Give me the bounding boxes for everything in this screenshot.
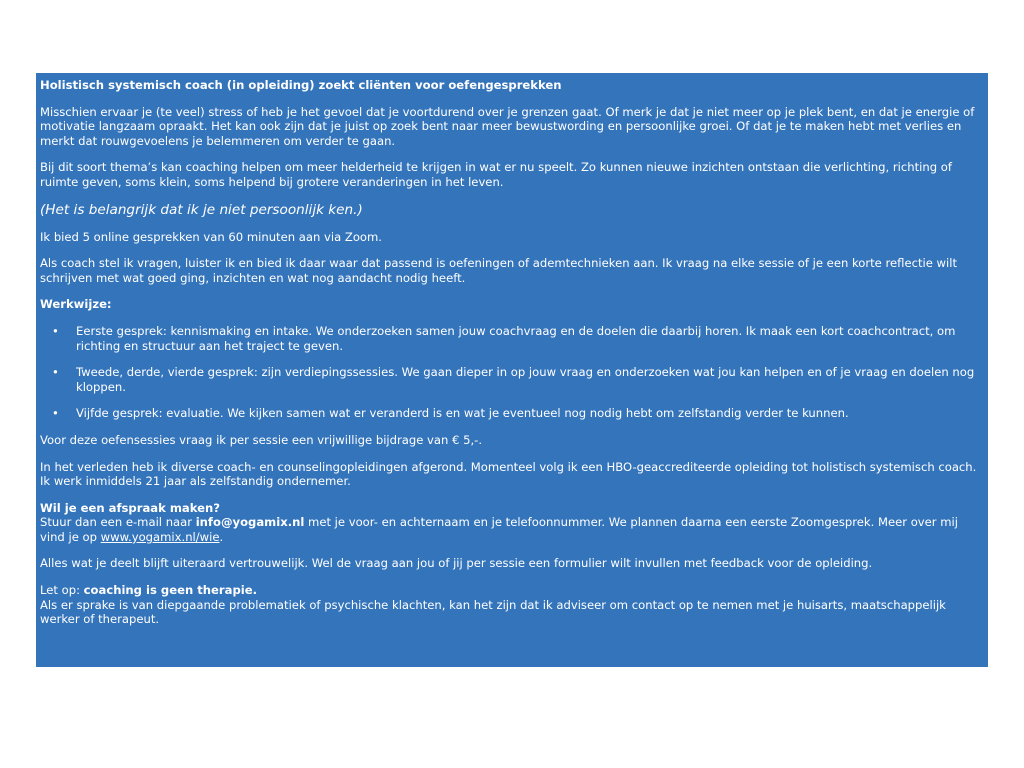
intro-paragraph: Misschien ervaar je (te veel) stress of heb je het gevoel dat je voortdurend over je grenzen gaat. Of merk je dat je niet meer op je plek bent, en dat je energie of motivatie langzaam opraakt. Het kan ook zijn dat je juist op zoek bent naar meer bewustwording en persoonlijke groei. Of dat je te maken hebt met verlies en merkt dat rouwgevoelens je belemmeren om verder te gaan. xyxy=(40,104,975,148)
background-paragraph: In het verleden heb ik diverse coach- en counselingopleidingen afgerond. Momenteel volg ik een HBO-geaccrediteerde opleiding tot holistisch systemisch coach. Ik werk inmiddels 21 jaar als zelfstandig ondernemer. xyxy=(40,459,977,489)
offer-paragraph: Ik bied 5 online gesprekken van 60 minuten aan via Zoom. xyxy=(40,229,382,244)
coaching-paragraph: Bij dit soort thema’s kan coaching helpen om meer helderheid te krijgen in wat er nu speelt. Zo kunnen nieuwe inzichten ontstaan die verlichting, richting of ruimte geven, soms klein, soms helpend bij grotere veranderingen in het leven. xyxy=(40,160,952,189)
appointment-text-end: . xyxy=(219,529,224,544)
step-text: Vijfde gesprek: evaluatie. We kijken samen wat er veranderd is en wat je eventueel nog nodig hebt om zelfstandig verder te kunnen. xyxy=(76,406,849,421)
step-text: Eerste gesprek: kennismaking en intake. We onderzoeken samen jouw coachvraag en de doelen die daarbij horen. Ik maak een kort coachcontract, om richting en structuur aan het traject te geven. xyxy=(76,323,956,353)
bullet-icon: • xyxy=(52,406,59,421)
list-item xyxy=(40,406,984,421)
content-panel xyxy=(36,73,988,667)
italic-note: (Het is belangrijk dat ik je niet persoonlijk ken.) xyxy=(40,201,363,218)
list-item xyxy=(40,365,984,394)
page-title: Holistisch systemisch coach (in opleiding) zoekt cliënten voor oefengesprekken xyxy=(40,78,562,92)
method-paragraph: Als coach stel ik vragen, luister ik en bied ik daar waar dat passend is oefeningen of ademtechnieken aan. Ik vraag na elke sessie of je een korte reflectie wilt schrijven met wat goed ging, inzichten en wat nog aandacht nodig heeft. xyxy=(40,256,958,285)
email-address[interactable]: info@yogamix.nl xyxy=(195,515,305,530)
appointment-heading: Wil je een afspraak maken? xyxy=(40,500,220,515)
warning-prefix: Let op: xyxy=(40,583,84,598)
appointment-text-middle: met je voor- en achternaam en je telefoonnummer. We plannen daarna een eerste Zoomgesprek. Meer over mij vind je op xyxy=(40,515,958,544)
appointment-paragraph xyxy=(40,515,984,544)
bullet-icon: • xyxy=(52,323,59,338)
steps-list xyxy=(40,324,984,421)
appointment-text-start: Stuur dan een e-mail naar xyxy=(40,515,196,530)
bullet-icon: • xyxy=(52,365,59,380)
werkwijze-heading: Werkwijze: xyxy=(40,297,112,312)
step-text: Tweede, derde, vierde gesprek: zijn verdiepingssessies. We gaan dieper in op jouw vraag en onderzoeken wat jou kan helpen en of je vraag en doelen nog kloppen. xyxy=(76,365,975,394)
warning-bold: coaching is geen therapie. xyxy=(83,583,257,598)
list-item xyxy=(40,324,984,353)
confidential-paragraph: Alles wat je deelt blijft uiteraard vertrouwelijk. Wel de vraag aan jou of jij per sessie een formulier wilt invullen met feedback voor de opleiding. xyxy=(40,556,873,571)
website-link[interactable]: www.yogamix.nl/wie xyxy=(100,529,220,544)
warning-line xyxy=(40,583,984,598)
warning-paragraph: Als er sprake is van diepgaande problematiek of psychische klachten, kan het zijn dat ik adviseer om contact op te nemen met je huisarts, maatschappelijk werker of therapeut. xyxy=(40,597,946,627)
contribution-paragraph: Voor deze oefensessies vraag ik per sessie een vrijwillige bijdrage van € 5,-. xyxy=(40,432,483,447)
